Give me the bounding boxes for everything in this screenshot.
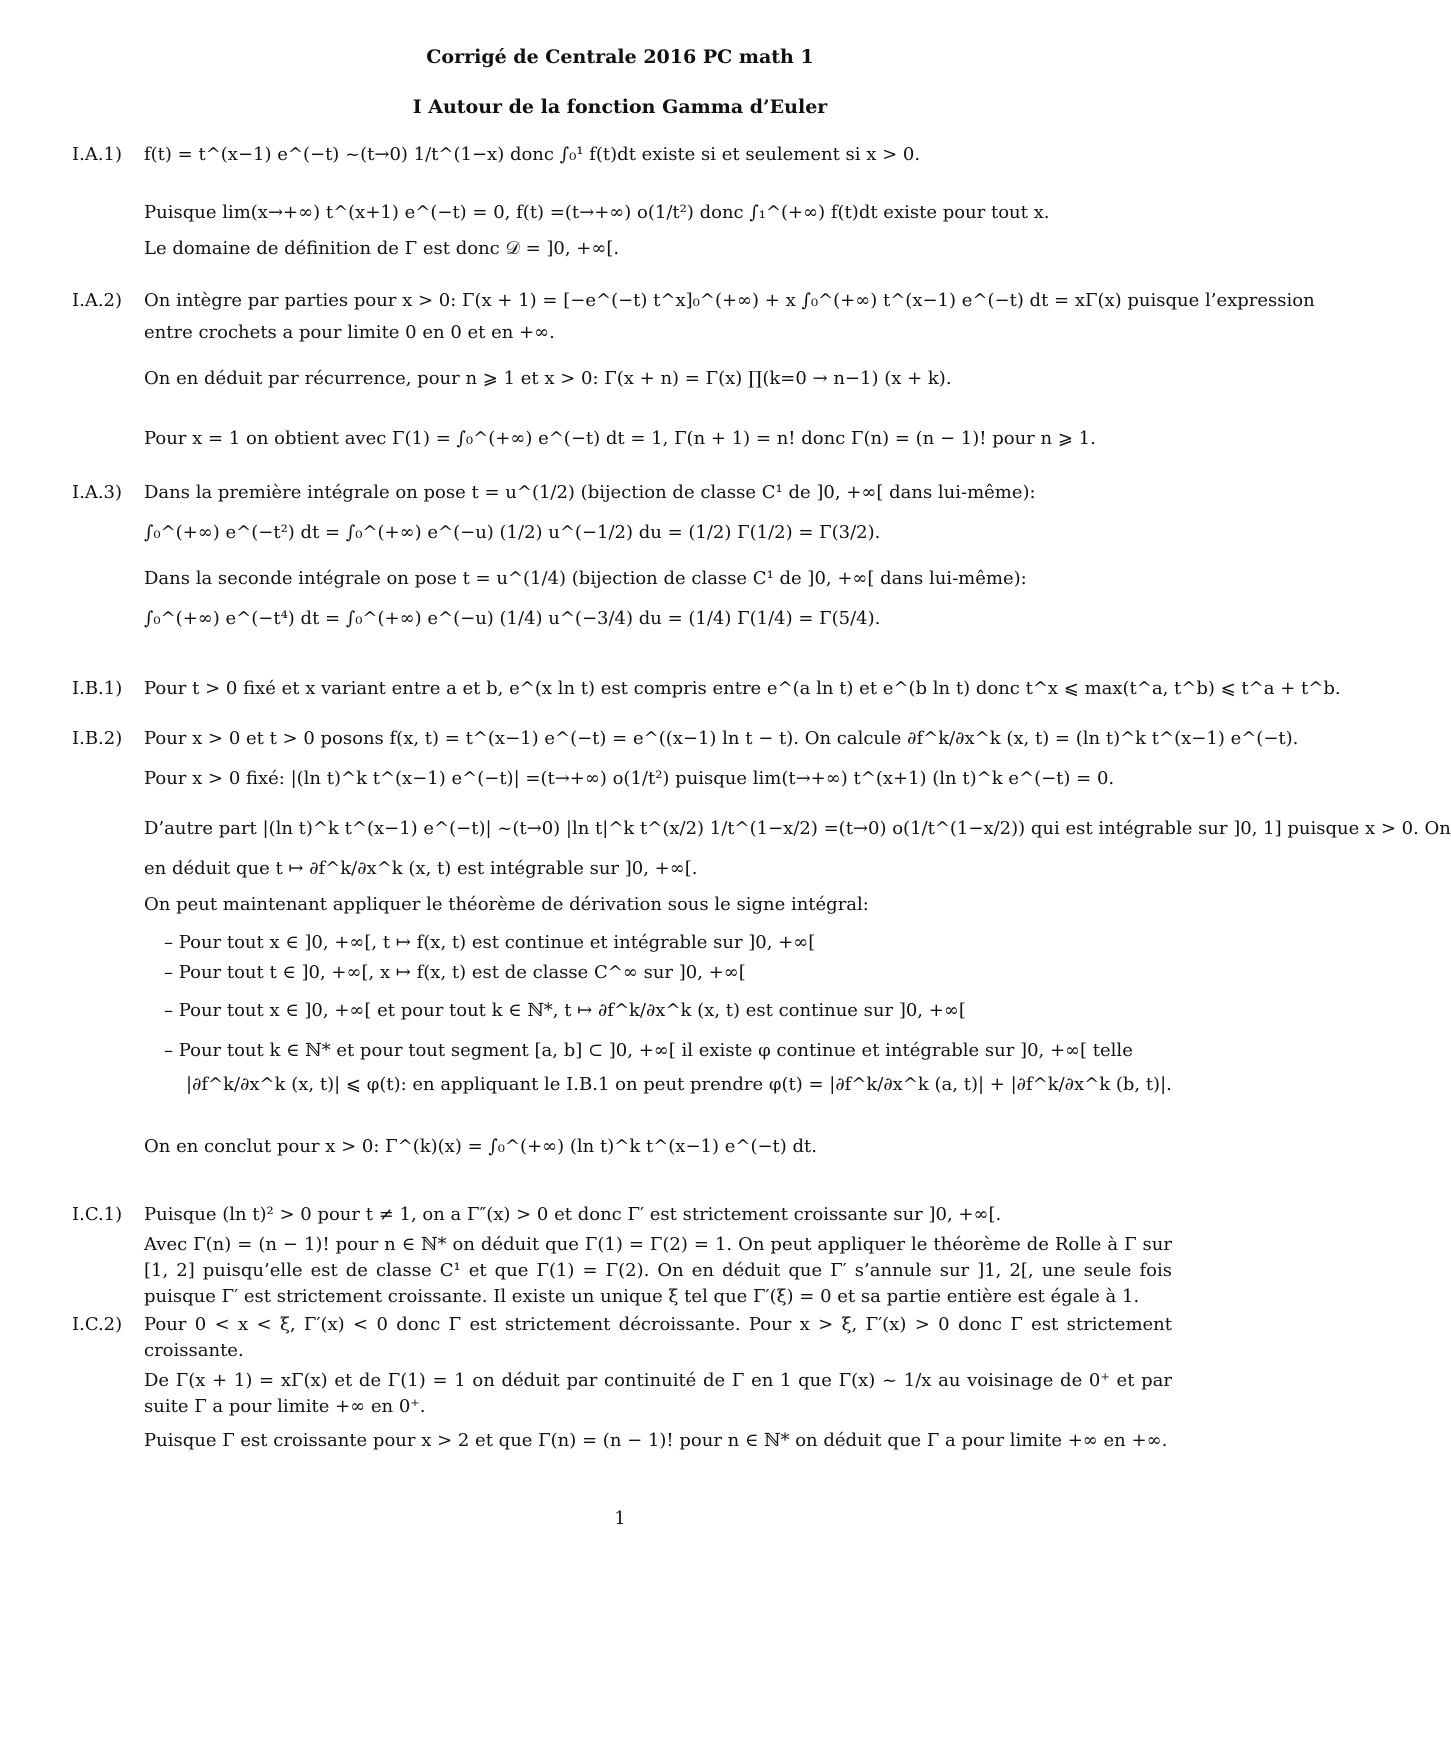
section-label: I.B.2) [72,728,123,749]
section-IA1 [72,142,1172,262]
line: f(t) = t^(x−1) e^(−t) ~(t→0) 1/t^(1−x) donc ∫₀¹ f(t)dt existe si et seulement si x > 0. [144,144,921,165]
line: entre crochets a pour limite 0 en 0 et en +∞. [144,322,555,343]
section-label: I.C.2) [72,1314,123,1335]
line: ∫₀^(+∞) e^(−t⁴) dt = ∫₀^(+∞) e^(−u) (1/4) u^(−3/4) du = (1/4) Γ(1/4) = Γ(5/4). [144,608,881,629]
bullet-item: – Pour tout x ∈ ]0, +∞[, t ↦ f(x, t) est continue et intégrable sur ]0, +∞[ [164,932,816,953]
line: Le domaine de définition de Γ est donc 𝒟 = ]0, +∞[. [144,238,620,259]
line: Pour x = 1 on obtient avec Γ(1) = ∫₀^(+∞) e^(−t) dt = 1, Γ(n + 1) = n! donc Γ(n) = (n − 1)! pour n ⩾ 1. [144,428,1096,449]
section-IB1 [72,676,1341,706]
section-label: I.A.3) [72,482,123,503]
section-IC1 [72,1202,1172,1312]
line: D’autre part |(ln t)^k t^(x−1) e^(−t)| ~(t→0) |ln t|^k t^(x/2) 1/t^(1−x/2) =(t→0) o(1/t^(1−x/2)) qui est intégrable sur ]0, 1] puisque x > 0. On [144,818,1451,839]
section-IC2 [72,1312,1172,1482]
paragraph: Pour 0 < x < ξ, Γ′(x) < 0 donc Γ est strictement décroissante. Pour x > ξ, Γ′(x) > 0 donc Γ est strictement croissante. [144,1314,1172,1361]
section-label: I.A.1) [72,144,123,165]
section-label: I.A.2) [72,290,123,311]
bullet-item: – Pour tout x ∈ ]0, +∞[ et pour tout k ∈ ℕ*, t ↦ ∂f^k/∂x^k (x, t) est continue sur ]0, +∞[ [164,1000,966,1021]
paragraph: De Γ(x + 1) = xΓ(x) et de Γ(1) = 1 on déduit par continuité de Γ en 1 que Γ(x) ~ 1/x au voisinage de 0⁺ et par suite Γ a pour limite +∞ en 0⁺. [144,1370,1172,1417]
line: Pour t > 0 fixé et x variant entre a et b, e^(x ln t) est compris entre e^(a ln t) et e^(b ln t) donc t^x ⩽ max(t^a, t^b) ⩽ t^a + t^b. [144,678,1341,699]
section-title: I Autour de la fonction Gamma d’Euler [412,96,828,118]
line: Dans la seconde intégrale on pose t = u^(1/4) (bijection de classe C¹ de ]0, +∞[ dans lui-même): [144,568,1027,589]
bullet-item: – Pour tout t ∈ ]0, +∞[, x ↦ f(x, t) est de classe C^∞ sur ]0, +∞[ [164,962,746,983]
line: Puisque lim(x→+∞) t^(x+1) e^(−t) = 0, f(t) =(t→+∞) o(1/t²) donc ∫₁^(+∞) f(t)dt existe pour tout x. [144,202,1050,223]
line: On en conclut pour x > 0: Γ^(k)(x) = ∫₀^(+∞) (ln t)^k t^(x−1) e^(−t) dt. [144,1136,818,1157]
section-IA2 [72,288,1315,458]
bullet-item: – Pour tout k ∈ ℕ* et pour tout segment [a, b] ⊂ ]0, +∞[ il existe φ continue et intégrable sur ]0, +∞[ telle [164,1040,1133,1061]
paragraph: Avec Γ(n) = (n − 1)! pour n ∈ ℕ* on déduit que Γ(1) = Γ(2) = 1. On peut appliquer le théorème de Rolle à Γ sur [1, 2] puisqu’elle est de classe C¹ et que Γ(1) = Γ(2). On en déduit que Γ′ s’annule sur ]1, 2[, une seule fois puisque Γ′ est strictement croissante. Il existe un unique ξ tel que Γ′(ξ) = 0 et sa partie entière est égale à 1. [144,1234,1172,1307]
line: Puisque (ln t)² > 0 pour t ≠ 1, on a Γ″(x) > 0 et donc Γ′ est strictement croissante sur ]0, +∞[. [144,1204,1002,1225]
page-number: 1 [614,1508,626,1529]
section-IA3 [72,480,1172,650]
document-title: Corrigé de Centrale 2016 PC math 1 [426,46,814,68]
section-label: I.C.1) [72,1204,123,1225]
section-IB2 [72,726,1451,1166]
section-label: I.B.1) [72,678,123,699]
line: en déduit que t ↦ ∂f^k/∂x^k (x, t) est intégrable sur ]0, +∞[. [144,858,698,879]
line: Dans la première intégrale on pose t = u^(1/2) (bijection de classe C¹ de ]0, +∞[ dans lui-même): [144,482,1036,503]
line: Pour x > 0 fixé: |(ln t)^k t^(x−1) e^(−t)| =(t→+∞) o(1/t²) puisque lim(t→+∞) t^(x+1) (ln t)^k e^(−t) = 0. [144,768,1115,789]
line: On peut maintenant appliquer le théorème de dérivation sous le signe intégral: [144,894,869,915]
bullet-continuation: |∂f^k/∂x^k (x, t)| ⩽ φ(t): en appliquant le I.B.1 on peut prendre φ(t) = |∂f^k/∂x^k (a, t)| + |∂f^k/∂x^k (b, t)|. [186,1074,1172,1095]
line: Pour x > 0 et t > 0 posons f(x, t) = t^(x−1) e^(−t) = e^((x−1) ln t − t). On calcule ∂f^k/∂x^k (x, t) = (ln t)^k t^(x−1) e^(−t). [144,728,1299,749]
paragraph: Puisque Γ est croissante pour x > 2 et que Γ(n) = (n − 1)! pour n ∈ ℕ* on déduit que Γ a pour limite +∞ en +∞. [144,1430,1168,1451]
line: On en déduit par récurrence, pour n ⩾ 1 et x > 0: Γ(x + n) = Γ(x) ∏(k=0 → n−1) (x + k). [144,368,952,389]
line: ∫₀^(+∞) e^(−t²) dt = ∫₀^(+∞) e^(−u) (1/2) u^(−1/2) du = (1/2) Γ(1/2) = Γ(3/2). [144,522,881,543]
line: On intègre par parties pour x > 0: Γ(x + 1) = [−e^(−t) t^x]₀^(+∞) + x ∫₀^(+∞) t^(x−1) e^(−t) dt = xΓ(x) puisque l’expression [144,290,1315,311]
